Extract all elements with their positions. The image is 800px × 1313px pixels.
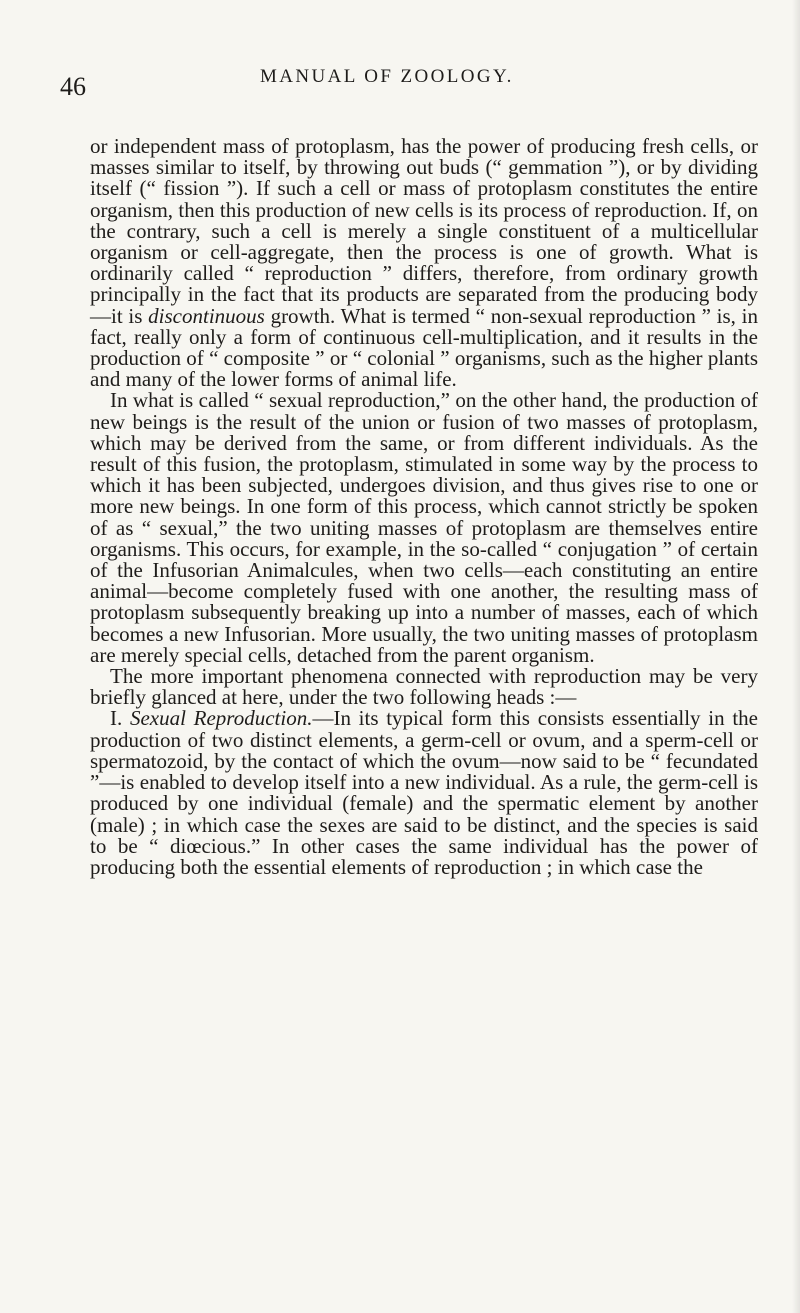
paragraph-2 bbox=[90, 390, 758, 666]
paragraph-3-text: The more important phenomena connected with reproduction may be very briefly glanced at here, under the two following heads :— bbox=[90, 664, 758, 710]
paragraph-3 bbox=[90, 666, 758, 708]
page-body bbox=[90, 136, 758, 878]
section-heading-sexual-reproduction: Sexual Reproduction. bbox=[129, 706, 313, 731]
paragraph-1 bbox=[90, 136, 758, 390]
book-page bbox=[60, 52, 758, 879]
running-head: MANUAL OF ZOOLOGY. bbox=[260, 66, 514, 87]
paragraph-2-text: In what is called “ sexual reproduction,” on the other hand, the production of new beings is the result of the union or fusion of two masses of protoplasm, which may be derived from the same, or from different individuals. As the result of this fusion, the protoplasm, stimulated in some way by the process to which it has been subjected, undergoes division, and thus gives rise to one or more new beings. In one form of this process, which cannot strictly be spoken of as “ sexual,” the two uniting masses of protoplasm are themselves entire organisms. This occurs, for example, in the so-called “ conjugation ” of certain of the Infusorian Animalcules, when two cells—each constituting an entire animal—become completely fused with one another, the resulting mass of protoplasm subsequently breaking up into a number of masses, each of which becomes a new Infusorian. More usually, the two uniting masses of protoplasm are merely special cells, detached from the parent organism. bbox=[90, 388, 758, 667]
page-edge-shadow bbox=[792, 0, 800, 1313]
paragraph-4-rest: —In its typical form this consists essentially in the production of two distinct elements, a germ-cell or ovum, and a sperm-cell or spermatozoid, by the contact of which the ovum—now said to be “ fecundated ”—is enabled to develop itself into a new individual. As a rule, the germ-cell is produced by one individual (female) and the spermatic element by another (male) ; in which case the sexes are said to be distinct, and the species is said to be “ diœcious.” In other cases the same individual has the power of producing both the essential elements of reproduction ; in which case the bbox=[90, 706, 758, 879]
paragraph-1-text: or independent mass of protoplasm, has the power of producing fresh cells, or masses similar to itself, by throwing out buds (“ gemmation ”), or by dividing itself (“ fission ”). If such a cell or mass of protoplasm constitutes the entire organism, then this production of new cells is its process of reproduction. If, on the contrary, such a cell is merely a single constituent of a multicellular organism or cell-aggregate, then the process is one of growth. What is ordinarily called “ reproduction ” differs, therefore, from ordinary growth principally in the fact that its products are separated from the producing body—it is bbox=[90, 134, 758, 328]
page-number: 46 bbox=[60, 72, 86, 101]
emphasis-discontinuous: discontinuous bbox=[148, 303, 265, 328]
paragraph-1-rest: growth. What is termed “ non-sexual reproduction ” is, in fact, really only a form of continuous cell-multiplication, and it results in the production of “ composite ” or “ colonial ” organisms, such as the higher plants and many of the lower forms of animal life. bbox=[90, 303, 758, 392]
section-number: I. bbox=[110, 706, 130, 731]
page-header bbox=[60, 52, 758, 101]
paragraph-4 bbox=[90, 708, 758, 878]
